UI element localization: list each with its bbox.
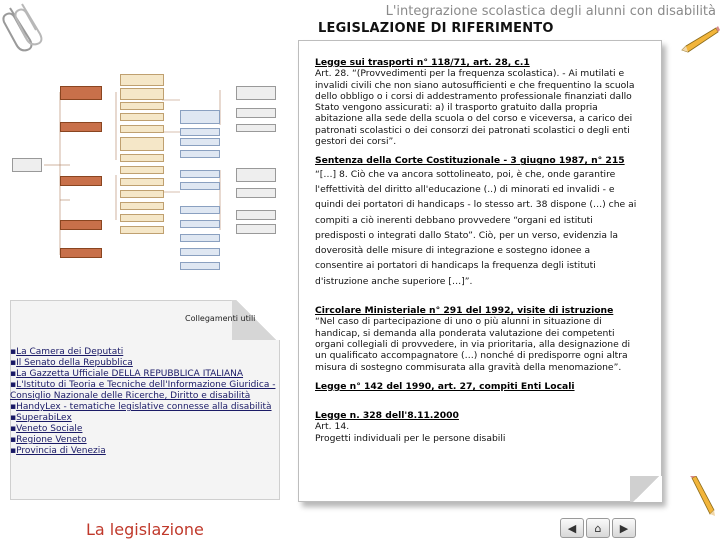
list-item xyxy=(10,435,278,446)
navigation-bar xyxy=(560,518,636,538)
page-title: L'integrazione scolastica degli alunni con disabilità xyxy=(385,4,716,19)
bullet-icon: ▪ xyxy=(10,347,17,357)
legge-118-section xyxy=(315,57,637,147)
list-item xyxy=(10,369,278,380)
bullet-icon: ▪ xyxy=(10,380,17,390)
home-icon[interactable]: ⌂ xyxy=(586,518,610,538)
legal-references-card xyxy=(298,40,662,502)
legal-content xyxy=(315,57,637,452)
list-item xyxy=(10,358,278,369)
link-handylex[interactable]: HandyLex - tematiche legislative connesse alla disabilità xyxy=(16,402,272,412)
paperclip-icon xyxy=(0,0,48,60)
legge-118-text: Art. 28. “(Provvedimenti per la frequenza scolastica). - Ai mutilati e invalidi civili che non siano autosufficienti e che frequentino la scuola dello obbligo o i corsi di addestramento professionale finanziati dallo Stato vengono assicurati: a) il trasporto gratuito dalla propria abitazione alla sede della scuola o del corso e viceversa, a carico dei patronati scolastici o dei consorzi dei patronati scolastici o degli enti gestori dei corsi”. xyxy=(315,68,635,148)
legge-328-text: Progetti individuali per le persone disabili xyxy=(315,432,506,444)
footer-section-label: La legislazione xyxy=(86,520,204,539)
legge-328-article: Art. 14. xyxy=(315,421,350,433)
list-item xyxy=(10,446,278,457)
links-list xyxy=(10,347,278,457)
sentenza-link[interactable]: Sentenza della Corte Costituzionale - 3 giugno 1987, n° 215 xyxy=(315,155,625,167)
link-senato[interactable]: Il Senato della Repubblica xyxy=(16,358,133,368)
pencil-icon xyxy=(688,476,716,516)
back-icon[interactable]: ◀ xyxy=(560,518,584,538)
bullet-icon: ▪ xyxy=(10,402,17,412)
circolare-link[interactable]: Circolare Ministeriale n° 291 del 1992, visite di istruzione xyxy=(315,305,614,317)
link-gazzetta-ufficiale[interactable]: La Gazzetta Ufficiale DELLA REPUBBLICA ITALIANA xyxy=(16,369,244,379)
list-item xyxy=(10,402,278,413)
legge-118-link[interactable]: Legge sui trasporti n° 118/71, art. 28, c.1 xyxy=(315,57,530,68)
list-item xyxy=(10,413,278,424)
link-camera-deputati[interactable]: La Camera dei Deputati xyxy=(16,347,124,357)
list-item xyxy=(10,347,278,358)
bullet-icon: ▪ xyxy=(10,424,17,434)
legge-328-section xyxy=(315,410,637,444)
circolare-section xyxy=(315,305,637,373)
circolare-text: “Nel caso di partecipazione di uno o più alunni in situazione di handicap, si demanda alla ponderata valutazione dei competenti organi collegiali di provvedere, in via prioritaria, alla designazione di un qualificato accompagnatore (…) nonché di predisporre ogni altra misura di sostegno commisurata alla gravità della menomazione”. xyxy=(315,316,631,373)
links-title: Collegamenti utili xyxy=(185,314,256,323)
useful-links-card xyxy=(10,300,280,500)
page-fold-corner xyxy=(630,476,662,502)
section-subtitle: LEGISLAZIONE DI RIFERIMENTO xyxy=(318,21,554,36)
link-veneto-sociale[interactable]: Veneto Sociale xyxy=(16,424,83,434)
sentenza-section xyxy=(315,155,637,289)
legge-328-link[interactable]: Legge n. 328 dell'8.11.2000 xyxy=(315,410,459,422)
link-superabilex[interactable]: SuperabiLex xyxy=(16,413,72,423)
pencil-icon xyxy=(680,24,720,54)
list-item xyxy=(10,424,278,435)
legge-142-section xyxy=(315,381,637,392)
list-item xyxy=(10,380,278,402)
link-regione-veneto[interactable]: Regione Veneto xyxy=(16,435,87,445)
forward-icon[interactable]: ▶ xyxy=(612,518,636,538)
bullet-icon: ▪ xyxy=(10,435,17,445)
legislation-diagram xyxy=(10,70,278,274)
link-ittig-cnr[interactable]: L'Istituto di Teoria e Tecniche dell'Informazione Giuridica - Consiglio Nazionale delle Ricerche, Diritto e disabilità xyxy=(10,380,276,401)
bullet-icon: ▪ xyxy=(10,413,17,423)
bullet-icon: ▪ xyxy=(10,358,17,368)
legge-142-link[interactable]: Legge n° 142 del 1990, art. 27, compiti Enti Locali xyxy=(315,380,575,392)
bullet-icon: ▪ xyxy=(10,446,17,456)
bullet-icon: ▪ xyxy=(10,369,17,379)
link-provincia-venezia[interactable]: Provincia di Venezia xyxy=(16,446,106,456)
sentenza-text: “[…] 8. Ciò che va ancora sottolineato, poi, è che, onde garantire l'effettività del diritto all'educazione (..) di minorati ed invalidi - e quindi dei portatori di handicaps - lo stesso art. 38 dispone (…) che ai compiti a ciò inerenti debbano provvedere “organi ed istituti predisposti o integrati dallo Stato”. Ciò, per un verso, evidenzia la doverosità delle misure di integrazione e sostegno idonee a consentire ai portatori di handicaps la frequenza degli istituti d'istruzione anche superiore […]”. xyxy=(315,168,637,287)
